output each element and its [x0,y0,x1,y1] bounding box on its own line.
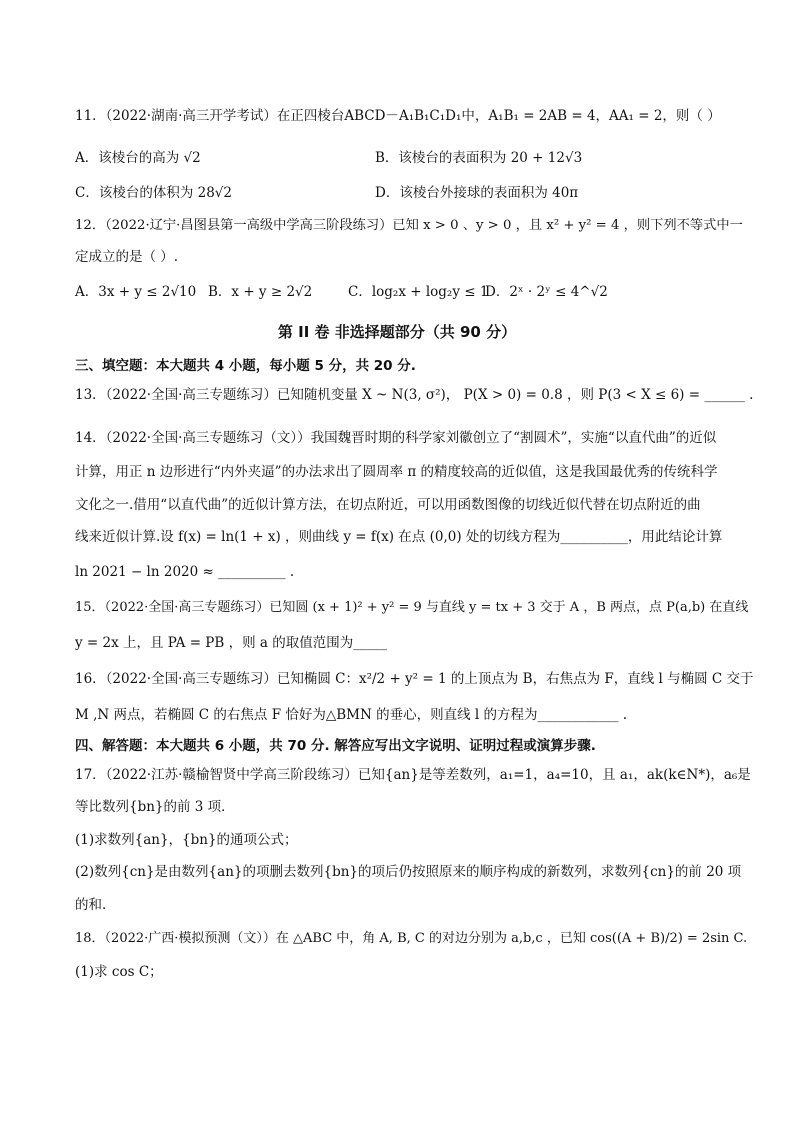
question-11-option-d: D．该棱台外接球的表面积为 40π [375,185,579,201]
question-18-line2: (1)求 cos C； [75,964,163,980]
section-3-heading: 三、填空题：本大题共 4 小题，每小题 5 分，共 20 分. [75,358,416,374]
question-11-stem: 11．（2022·湖南·高三开学考试）在正四棱台ABCD－A₁B₁C₁D₁中，A₁B₁ = 2AB = 4，AA₁ = 2，则（ ） [75,108,721,124]
part-2-title: 第 II 卷 非选择题部分（共 90 分） [277,323,517,341]
section-4-heading: 四、解答题：本大题共 6 小题，共 70 分. 解答应写出文字说明、证明过程或演算步骤. [75,738,596,754]
question-12-stem-line2: 定成立的是（ ）. [75,249,179,265]
question-17-line5: 的和． [75,897,116,913]
question-12-options [75,282,725,302]
question-15-line1: 15．（2022·全国·高三专题练习）已知圆 (x + 1)² + y² = 9 与直线 y = tx + 3 交于 A ，B 两点，点 P(a,b) 在直线 [75,600,749,615]
question-18-line1: 18．（2022·广西·模拟预测（文））在 △ABC 中，角 A, B, C 的对边分别为 a,b,c ，已知 cos((A + B)/2) = 2sin C. [75,931,748,946]
question-14-line5: ln 2021 − ln 2020 ≈ __________ . [75,564,295,580]
question-17-line2: 等比数列{bn}的前 3 项． [75,799,235,815]
question-11-option-b: B．该棱台的表面积为 20 + 12√3 [375,150,583,166]
question-12-option-b: B．x + y ≥ 2√2 [208,284,313,300]
question-13: 13．（2022·全国·高三专题练习）已知随机变量 X ~ N(3, σ²)， P(X > 0) = 0.8 ，则 P(3 < X ≤ 6) = ______ . [75,387,754,403]
question-11-options-row1 [75,148,725,168]
question-16-line1: 16．（2022·全国·高三专题练习）已知椭圆 C：x²/2 + y² = 1 的上顶点为 B，右焦点为 F，直线 l 与椭圆 C 交于 [75,671,754,687]
question-17-line1: 17．（2022·江苏·赣榆智贤中学高三阶段练习）已知{an}是等差数列，a₁=1，a₄=10，且 a₁，ak(k∈N*)，a₆是 [75,767,751,783]
question-12-option-a: A．3x + y ≤ 2√10 [75,284,197,300]
question-12-stem-line1: 12．（2022·辽宁·昌图县第一高级中学高三阶段练习）已知 x > 0 、y > 0 ，且 x² + y² = 4 ，则下列不等式中一 [75,218,743,233]
question-14-line3: 文化之一.借用“以直代曲”的近似计算方法，在切点附近，可以用函数图像的切线近似代替在切点附近的曲 [75,497,701,513]
question-11-option-a: A．该棱台的高为 √2 [75,150,201,166]
question-17-line4: (2)数列{cn}是由数列{an}的项删去数列{bn}的项后仍按照原来的顺序构成的新数列，求数列{cn}的前 20 项 [75,864,742,880]
question-14-line4: 线来近似计算.设 f(x) = ln(1 + x) ，则曲线 y = f(x) 在点 (0,0) 处的切线方程为__________，用此结论计算 [75,529,723,545]
question-14-line2: 计算，用正 n 边形进行“内外夹逼”的办法求出了圆周率 π 的精度较高的近似值，这是我国最优秀的传统科学 [75,464,718,480]
question-12-option-d: D．2ˣ · 2ʸ ≤ 4^√2 [485,284,608,300]
question-12-option-c: C．log₂x + log₂y ≤ 1 [348,284,489,300]
question-17-line3: (1)求数列{an}，{bn}的通项公式； [75,832,298,848]
question-16-line2: M ,N 两点，若椭圆 C 的右焦点 F 恰好为△BMN 的垂心，则直线 l 的方程为____________ . [75,707,628,723]
question-11-option-c: C．该棱台的体积为 28√2 [75,185,232,201]
question-14-line1: 14．（2022·全国·高三专题练习（文））我国魏晋时期的科学家刘徽创立了“割圆术”，实施“以直代曲”的近似 [75,430,717,446]
question-15-line2: y = 2x 上，且 PA = PB ，则 a 的取值范围为_____ [75,635,387,651]
question-11-options-row2 [75,183,725,203]
